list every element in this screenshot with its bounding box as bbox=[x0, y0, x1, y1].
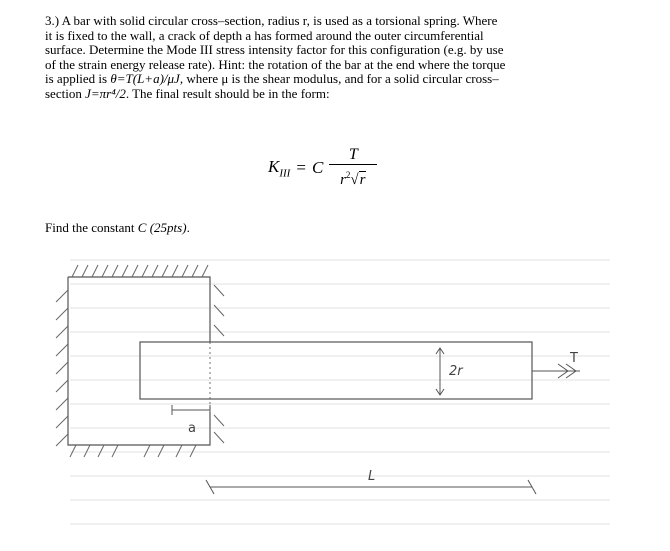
problem-line-5: is applied is θ=T(L+a)/μJ, where μ is the shear modulus, and for a solid circular cross– bbox=[45, 71, 499, 86]
bar bbox=[140, 342, 532, 399]
label-T: T bbox=[570, 351, 578, 366]
problem-statement bbox=[45, 14, 615, 101]
crack-dimension bbox=[172, 405, 210, 415]
problem-number: 3.) bbox=[45, 13, 60, 28]
problem-line-3: surface. Determine the Mode III stress intensity factor for this configuration (e.g. by use bbox=[45, 42, 504, 57]
radius-dimension bbox=[436, 348, 444, 395]
wall bbox=[68, 277, 210, 445]
ruled-lines bbox=[70, 260, 610, 524]
k-symbol: K bbox=[268, 156, 280, 176]
result-equation bbox=[268, 146, 377, 190]
equals-sign: = bbox=[296, 158, 306, 177]
constant-c: C bbox=[311, 158, 324, 177]
problem-line-4: of the strain energy release rate). Hint: the rotation of the bar at the end where the torque bbox=[45, 56, 506, 72]
problem-line-1: 3.) A bar with solid circular cross–section, radius r, is used as a torsional spring. Where bbox=[45, 13, 498, 28]
find-constant-line: Find the constant C (25pts). bbox=[45, 220, 190, 235]
label-2r: 2r bbox=[449, 364, 463, 379]
j-expression: J=πr⁴/2 bbox=[85, 85, 126, 101]
torque-arrow-icon bbox=[532, 364, 580, 378]
label-a: a bbox=[188, 421, 196, 436]
fraction bbox=[329, 146, 377, 190]
sqrt-icon: √ bbox=[350, 172, 359, 188]
denominator: $r^2√r$ bbox=[340, 170, 366, 188]
k-subscript: III bbox=[279, 167, 291, 180]
bar-wall-figure bbox=[0, 250, 670, 551]
theta-expression: θ=T(L+a)/μJ bbox=[110, 71, 180, 86]
label-L: L bbox=[368, 469, 376, 484]
problem-line-6: section J=πr⁴/2. The final result should be in the form: bbox=[45, 85, 330, 101]
problem-line-2: it is fixed to the wall, a crack of depth a has formed around the outer circumferential bbox=[45, 27, 484, 43]
numerator: T bbox=[348, 146, 358, 163]
